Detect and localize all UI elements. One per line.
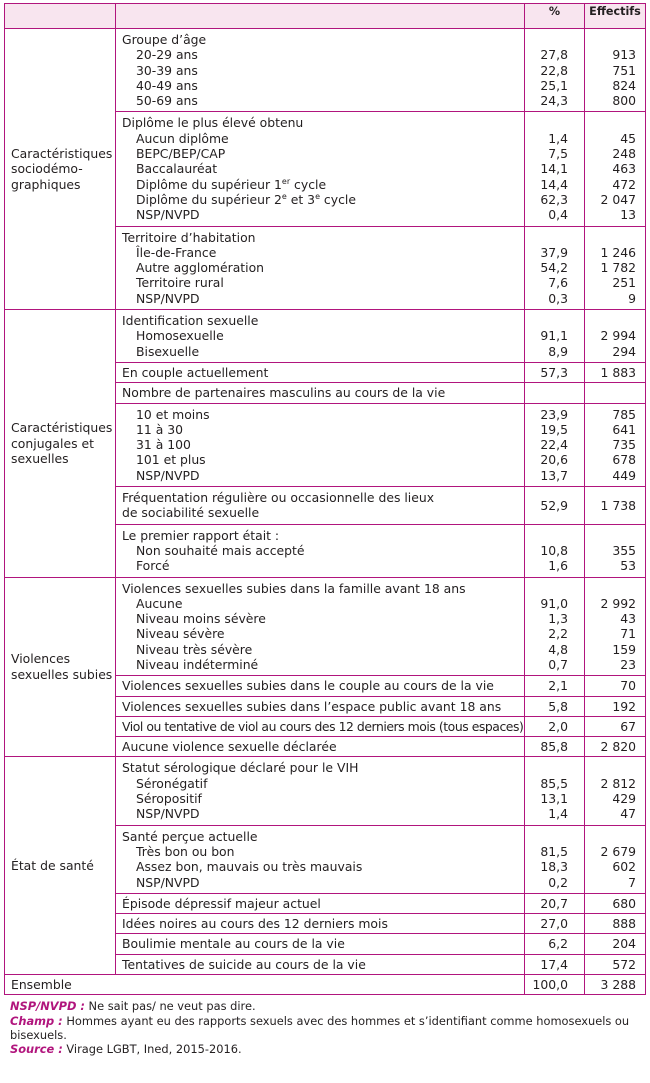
item-label: Île-de-France [136, 244, 217, 260]
eff-cell [585, 825, 646, 893]
pct-value: 0,3 [548, 290, 568, 306]
eff-value: 641 [612, 421, 636, 437]
table-row [5, 757, 646, 825]
group-title: Le premier rapport était : [122, 527, 280, 543]
pct-value: 20,7 [525, 893, 585, 913]
group-diplome [116, 112, 525, 226]
table-row [5, 310, 646, 363]
category-label: État de santé [11, 858, 94, 873]
pct-value: 1,6 [548, 558, 568, 574]
pct-value: 85,8 [525, 737, 585, 757]
category-label: sociodémo- [11, 161, 83, 177]
eff-value: 248 [612, 146, 636, 162]
eff-value: 47 [620, 806, 636, 822]
pct-cell [525, 226, 585, 309]
eff-value: 800 [612, 93, 636, 109]
group-title: Statut sérologique déclaré pour le VIH [122, 760, 359, 776]
eff-value: 751 [612, 62, 636, 78]
pct-value: 7,5 [548, 146, 568, 162]
pct-value: 13,7 [540, 467, 568, 483]
pct-value: 14,4 [540, 176, 568, 192]
item-label: Baccalauréat [136, 161, 218, 177]
item-label: Aucune [136, 595, 183, 611]
group-title: Santé perçue actuelle [122, 828, 258, 844]
eff-value: 680 [585, 893, 646, 913]
total-pct: 100,0 [525, 975, 585, 995]
table-row [5, 29, 646, 112]
eff-value: 429 [612, 791, 636, 807]
eff-cell [585, 226, 646, 309]
row-label: Épisode dépressif majeur actuel [116, 893, 525, 913]
eff-value: 159 [612, 641, 636, 657]
pct-cell [525, 403, 585, 486]
pct-cell [525, 757, 585, 825]
header-empty-2 [116, 4, 525, 29]
table-row-total [5, 975, 646, 995]
eff-value: 9 [628, 290, 636, 306]
header-pct: % [525, 4, 585, 29]
pct-value: 17,4 [525, 954, 585, 974]
pct-value: 13,1 [540, 791, 568, 807]
pct-value: 18,3 [540, 859, 568, 875]
eff-cell [585, 383, 646, 403]
eff-value: 2 992 [600, 595, 636, 611]
row-label: Violences sexuelles subies dans l’espace public avant 18 ans [116, 696, 525, 716]
pct-value: 1,4 [548, 130, 568, 146]
eff-value: 23 [620, 656, 636, 672]
category-label: conjugales et [11, 435, 94, 451]
item-label: Niveau sévère [136, 626, 225, 642]
pct-value: 19,5 [540, 421, 568, 437]
category-label: sexuelles [11, 451, 69, 467]
category-label: Caractéristiques [11, 420, 113, 436]
row-label: Violences sexuelles subies dans le couple au cours de la vie [116, 676, 525, 696]
item-label: Forcé [136, 558, 170, 574]
pct-value: 0,2 [548, 874, 568, 890]
pct-value: 10,8 [540, 542, 568, 558]
row-label: Fréquentation régulière ou occasionnelle des lieux [122, 490, 435, 506]
eff-value: 785 [612, 406, 636, 422]
pct-value: 2,0 [525, 716, 585, 736]
group-title: Violences sexuelles subies dans la famille avant 18 ans [122, 580, 466, 596]
row-frequentation [116, 487, 525, 525]
row-label: Viol ou tentative de viol au cours des 12 derniers mois (tous espaces) [116, 716, 525, 736]
eff-value: 1 738 [585, 487, 646, 525]
item-label: 30-39 ans [136, 62, 198, 78]
pct-value: 7,6 [548, 275, 568, 291]
pct-value: 37,9 [540, 244, 568, 260]
pct-cell [525, 29, 585, 112]
item-label: 101 et plus [136, 452, 206, 468]
item-label: NSP/NVPD [136, 806, 200, 822]
header-effectifs: Effectifs [585, 4, 646, 29]
category-label: graphiques [11, 176, 81, 192]
table-header [5, 4, 646, 29]
eff-cell [585, 577, 646, 676]
table-row [5, 577, 646, 676]
category-sociodemo [5, 29, 116, 310]
group-famille [116, 577, 525, 676]
row-label: Idées noires au cours des 12 derniers mois [116, 914, 525, 934]
pct-value: 24,3 [540, 93, 568, 109]
pct-value: 57,3 [525, 362, 585, 382]
pct-value: 22,4 [540, 437, 568, 453]
eff-value: 472 [612, 176, 636, 192]
item-label: Diplôme du supérieur 1er cycle [136, 176, 327, 192]
group-premier-rapport [116, 524, 525, 577]
note-source: Source : Virage LGBT, Ined, 2015-2016. [10, 1041, 242, 1056]
item-label: Territoire rural [136, 275, 224, 291]
row-label: de sociabilité sexuelle [122, 505, 260, 521]
group-title: Diplôme le plus élevé obtenu [122, 115, 304, 131]
item-label: Aucun diplôme [136, 130, 229, 146]
total-eff: 3 288 [585, 975, 646, 995]
eff-value: 70 [585, 676, 646, 696]
item-label: NSP/NVPD [136, 467, 200, 483]
item-label: 11 à 30 [136, 421, 184, 437]
pct-value: 91,0 [540, 595, 568, 611]
item-label: Non souhaité mais accepté [136, 542, 305, 558]
eff-value: 463 [612, 161, 636, 177]
item-label: Niveau indéterminé [136, 656, 259, 672]
eff-cell [585, 524, 646, 577]
eff-value: 192 [585, 696, 646, 716]
eff-value: 2 812 [600, 775, 636, 791]
pct-value: 1,4 [548, 806, 568, 822]
pct-value: 6,2 [525, 934, 585, 954]
table-notes [4, 995, 645, 1056]
pct-value: 25,1 [540, 77, 568, 93]
eff-value: 735 [612, 437, 636, 453]
pct-value: 23,9 [540, 406, 568, 422]
eff-value: 1 246 [600, 244, 636, 260]
eff-value: 913 [612, 47, 636, 63]
group-identification [116, 310, 525, 363]
group-territoire [116, 226, 525, 309]
pct-cell [525, 112, 585, 226]
eff-value: 572 [585, 954, 646, 974]
eff-cell [585, 112, 646, 226]
pct-value: 27,0 [525, 914, 585, 934]
eff-value: 2 820 [585, 737, 646, 757]
item-label: 10 et moins [136, 406, 210, 422]
data-table [4, 3, 646, 995]
item-label: Assez bon, mauvais ou très mauvais [136, 859, 363, 875]
pct-value: 52,9 [525, 487, 585, 525]
pct-value: 81,5 [540, 843, 568, 859]
pct-cell [525, 577, 585, 676]
eff-value: 824 [612, 77, 636, 93]
item-label: NSP/NVPD [136, 874, 200, 890]
item-label: Homosexuelle [136, 328, 224, 344]
eff-value: 7 [628, 874, 636, 890]
pct-value: 20,6 [540, 452, 568, 468]
pct-value: 8,9 [548, 343, 568, 359]
pct-value: 4,8 [548, 641, 568, 657]
pct-value: 2,1 [525, 676, 585, 696]
item-label: 40-49 ans [136, 77, 198, 93]
pct-value: 27,8 [540, 47, 568, 63]
eff-value: 67 [585, 716, 646, 736]
eff-value: 294 [612, 343, 636, 359]
item-label: 31 à 100 [136, 437, 191, 453]
group-age [116, 29, 525, 112]
row-label: Boulimie mentale au cours de la vie [116, 934, 525, 954]
item-label: Séropositif [136, 791, 202, 807]
eff-value: 45 [620, 130, 636, 146]
pct-value: 54,2 [540, 260, 568, 276]
item-label: Diplôme du supérieur 2e et 3e cycle [136, 191, 356, 207]
pct-value: 5,8 [525, 696, 585, 716]
item-label: NSP/NVPD [136, 207, 200, 223]
pct-value: 62,3 [540, 191, 568, 207]
pct-value: 1,3 [548, 611, 568, 627]
group-partenaires [116, 403, 525, 486]
pct-value: 0,4 [548, 207, 568, 223]
eff-value: 1 883 [585, 362, 646, 382]
pct-value: 14,1 [540, 161, 568, 177]
eff-value: 2 994 [600, 328, 636, 344]
eff-value: 355 [612, 542, 636, 558]
item-label: 20-29 ans [136, 47, 198, 63]
group-vih [116, 757, 525, 825]
pct-value: 2,2 [548, 626, 568, 642]
pct-cell [525, 383, 585, 403]
note-champ: Champ : Hommes ayant eu des rapports sexuels avec des hommes et s’identifiant comme homosexuels ou bisexuels. [10, 1013, 630, 1042]
item-label: NSP/NVPD [136, 290, 200, 306]
pct-value: 85,5 [540, 775, 568, 791]
category-label: Violences [11, 651, 71, 667]
eff-value: 1 782 [600, 260, 636, 276]
item-label: Niveau très sévère [136, 641, 253, 657]
item-label: BEPC/BEP/CAP [136, 146, 226, 162]
eff-cell [585, 29, 646, 112]
category-sante [5, 757, 116, 975]
item-label: Très bon ou bon [136, 843, 235, 859]
pct-cell [525, 524, 585, 577]
item-label: 50-69 ans [136, 93, 198, 109]
category-violences [5, 577, 116, 757]
eff-value: 43 [620, 611, 636, 627]
row-label: En couple actuellement [116, 362, 525, 382]
eff-cell [585, 310, 646, 363]
eff-value: 251 [612, 275, 636, 291]
category-conjugales [5, 310, 116, 577]
eff-value: 2 047 [600, 191, 636, 207]
eff-value: 888 [585, 914, 646, 934]
category-label: sexuelles subies [11, 666, 113, 682]
group-title: Nombre de partenaires masculins au cours de la vie [116, 383, 525, 403]
category-label: Caractéristiques [11, 145, 113, 161]
item-label: Niveau moins sévère [136, 611, 266, 627]
eff-cell [585, 757, 646, 825]
total-label: Ensemble [5, 975, 525, 995]
eff-value: 678 [612, 452, 636, 468]
eff-value: 71 [620, 626, 636, 642]
row-label: Aucune violence sexuelle déclarée [116, 737, 525, 757]
group-title: Territoire d’habitation [122, 229, 256, 245]
group-title: Identification sexuelle [122, 313, 259, 329]
item-label: Séronégatif [136, 775, 208, 791]
pct-cell [525, 825, 585, 893]
item-label: Autre agglomération [136, 260, 265, 276]
header-empty [5, 4, 116, 29]
group-title: Groupe d’âge [122, 32, 207, 47]
pct-cell [525, 310, 585, 363]
eff-cell [585, 403, 646, 486]
eff-value: 13 [620, 207, 636, 223]
eff-value: 204 [585, 934, 646, 954]
eff-value: 53 [620, 558, 636, 574]
eff-value: 602 [612, 859, 636, 875]
pct-value: 91,1 [540, 328, 568, 344]
pct-value: 22,8 [540, 62, 568, 78]
group-sante-percue [116, 825, 525, 893]
eff-value: 449 [612, 467, 636, 483]
row-label: Tentatives de suicide au cours de la vie [116, 954, 525, 974]
pct-value: 0,7 [548, 656, 568, 672]
eff-value: 2 679 [600, 843, 636, 859]
note-nsp: NSP/NVPD : Ne sait pas/ ne veut pas dire. [10, 999, 256, 1014]
item-label: Bisexuelle [136, 343, 200, 359]
